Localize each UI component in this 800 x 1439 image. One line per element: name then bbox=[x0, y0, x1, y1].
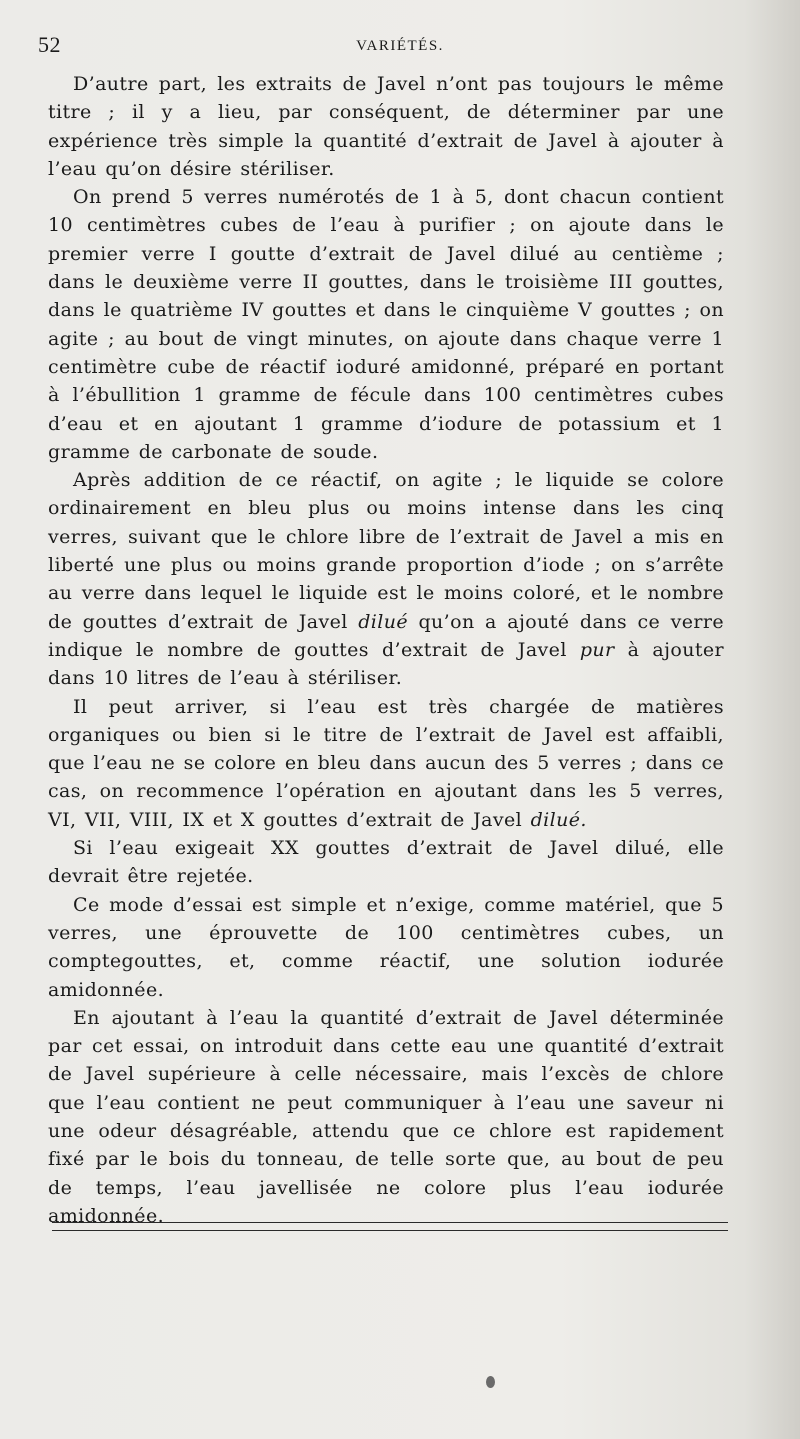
footer-rule-top bbox=[52, 1222, 728, 1223]
paragraph bbox=[48, 1004, 724, 1230]
paragraph-text: D’autre part, les extraits de Javel n’ont pas toujours le même titre ; il y a lieu, par conséquent, de déterminer par une expérience très simple la quantité d’extrait de Javel à ajouter à l’eau qu’on désire stériliser. bbox=[48, 73, 724, 180]
paragraph-text: Il peut arriver, si l’eau est très chargée de matières organiques ou bien si le titre de l’extrait de Javel est affaibli, que l’eau ne se colore en bleu dans aucun des 5 verres ; dans ce cas, on recommence l’opération en ajoutant dans les 5 verres, VI, VII, VIII, IX et X gouttes d’extrait de Javel bbox=[48, 695, 724, 831]
italic-text: dilué bbox=[358, 610, 408, 633]
running-head: VARIÉTÉS. bbox=[356, 38, 444, 54]
paragraph bbox=[48, 834, 724, 891]
footer-rule-bottom bbox=[52, 1230, 728, 1231]
paragraph-text: à ajouter dans 10 litres de l’eau à stériliser. bbox=[48, 638, 724, 690]
paragraph-text: qu’on a ajouté dans ce verre indique le nombre de gouttes d’extrait de Javel bbox=[48, 610, 724, 661]
italic-text: dilué. bbox=[530, 808, 587, 831]
paragraph bbox=[48, 891, 724, 1004]
paragraph-text: On prend 5 verres numérotés de 1 à 5, dont chacun contient 10 centimètres cubes de l’eau à purifier ; on ajoute dans le premier verre I goutte d’extrait de Javel dilué au centième ; dans le deuxième verre II gouttes, dans le troisième III gouttes, dans le quatrième IV gouttes et dans le cinquième V gouttes ; on agite ; au bout de vingt minutes, on ajoute dans chaque verre 1 centimètre cube de réactif ioduré amidonné, préparé en portant à l’ébullition 1 gramme de fécule dans 100 centimètres cubes d’eau et en ajoutant 1 gramme d’iodure de potassium et 1 gramme de carbonate de soude. bbox=[48, 186, 724, 463]
paragraph-text: En ajoutant à l’eau la quantité d’extrait de Javel déterminée par cet essai, on introduit dans cette eau une quantité d’extrait de Javel supérieure à celle nécessaire, mais l’excès de chlore que l’eau contient ne peut communiquer à l’eau une saveur ni une odeur désagréable, attendu que ce chlore est rapidement fixé par le bois du tonneau, de telle sorte que, au bout de peu de temps, l’eau javellisée ne colore plus l’eau iodurée amidonnée. bbox=[48, 1006, 724, 1227]
page-number: 52 bbox=[38, 32, 61, 57]
body-text bbox=[48, 70, 724, 1230]
paragraph bbox=[48, 466, 724, 692]
paragraph-text: Ce mode d’essai est simple et n’exige, comme matériel, que 5 verres, une éprouvette de 100 centimètres cubes, un comptegouttes, et, comme réactif, une solution iodurée amidonnée. bbox=[48, 893, 724, 1001]
paragraph-text: Après addition de ce réactif, on agite ; le liquide se colore ordinairement en bleu plus ou moins intense dans les cinq verres, suivant que le chlore libre de l’extrait de Javel a mis en liberté une plus ou moins grande proportion d’iode ; on s’arrête au verre dans lequel le liquide est le moins coloré, et le nombre de gouttes d’extrait de Javel bbox=[48, 469, 724, 633]
ink-speck bbox=[486, 1376, 495, 1388]
paragraph bbox=[48, 693, 724, 834]
paragraph-text: Si l’eau exigeait XX gouttes d’extrait de Javel dilué, elle devrait être rejetée. bbox=[48, 837, 724, 888]
paragraph bbox=[48, 70, 724, 183]
paragraph bbox=[48, 183, 724, 466]
italic-text: pur bbox=[579, 638, 615, 661]
